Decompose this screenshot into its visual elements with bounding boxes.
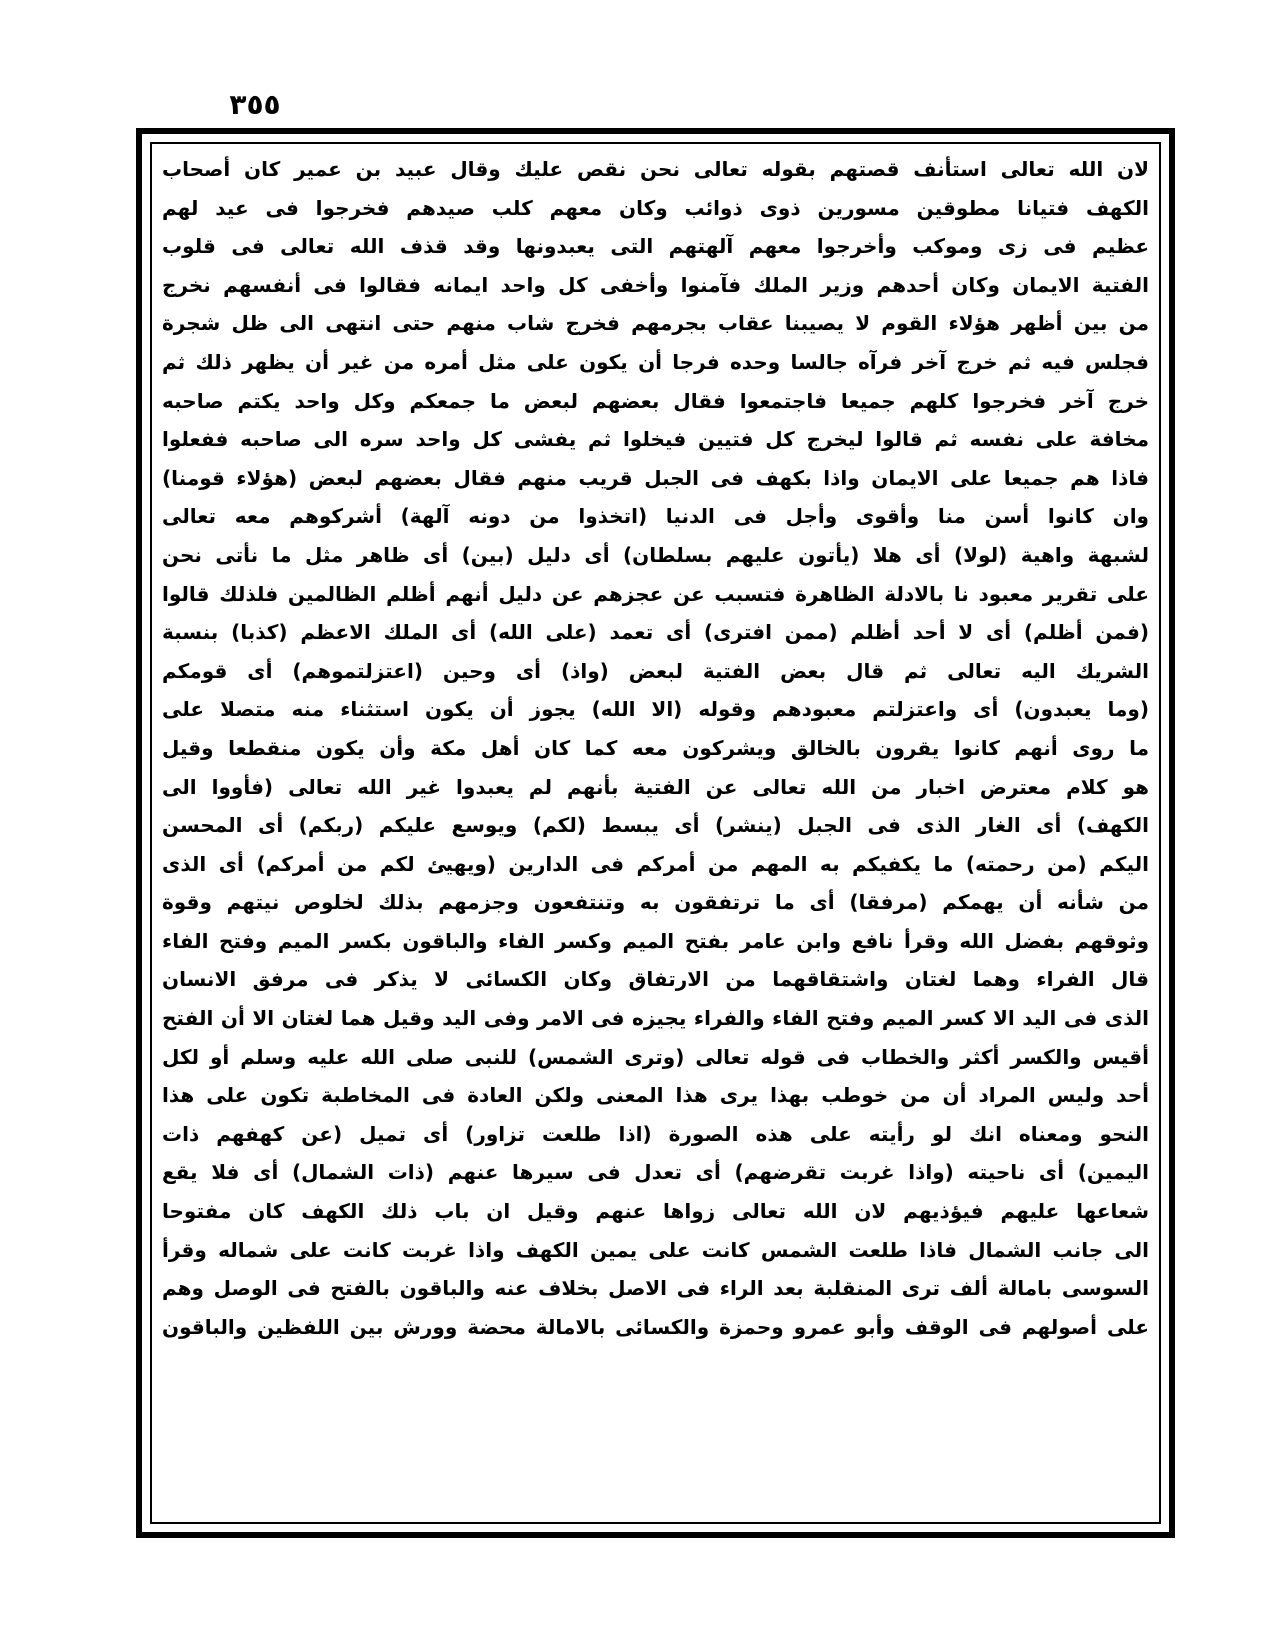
text-line: وثوقهم بفضل الله وقرأ نافع وابن عامر بفتح الميم وكسر الفاء والباقون بكسر الميم وفتح الفاء [162,928,1149,953]
text-line: قال الفراء وهما لغتان واشتقاقهما من الارتفاق وكان الكسائى لا يذكر فى مرفق الانسان [162,967,1149,992]
text-line: ما روى أنهم كانوا يقرون بالخالق ويشركون معه كما كان أهل مكة وأن يكون منقطعا وقيل [162,735,1149,760]
text-line: (وما يعبدون) أى واعتزلتم معبودهم وقوله (الا الله) يجوز أن يكون استثناء منه متصلا على [162,697,1149,722]
text-line: على تقرير معبود نا بالادلة الظاهرة فتسبب عن عجزهم عن دليل أنهم أظلم الظالمين فلذلك قالوا [162,581,1149,606]
text-line: السوسى بامالة ألف ترى المنقلبة بعد الراء فى الاصل بخلاف عنه والباقون بالفتح فى الوصل وهم [162,1276,1149,1301]
text-line: (فمن أظلم) أى لا أحد أظلم (ممن افترى) أى تعمد (على الله) أى الملك الاعظم (كذبا) بنسبة [162,620,1149,645]
text-line: الشريك اليه تعالى ثم قال بعض الفتية لبعض (واذ) أى وحين (اعتزلتموهم) أى قومكم [162,658,1149,683]
text-line: اليمين) أى ناحيته (واذا غربت تقرضهم) أى تعدل فى سيرها عنهم (ذات الشمال) أى فلا يقع [162,1160,1149,1185]
text-line: الذى فى اليد الا كسر الميم وفتح الفاء والفراء يجيزه فى الامر وفى اليد وقيل هما لغتان الا أن الفتح [162,1006,1149,1031]
text-line: خرج آخر فخرجوا كلهم جميعا فاجتمعوا فقال بعضهم لبعض ما جمعكم وكل واحد يكتم صاحبه [162,388,1149,413]
text-line: الى جانب الشمال فاذا طلعت الشمس كانت على يمين الكهف واذا غربت كانت على شماله وقرأ [162,1237,1149,1262]
page-number: ٣٥٥ [229,88,281,121]
text-line: أحد وليس المراد أن من خوطب بهذا يرى هذا المعنى ولكن العادة فى المخاطبة تكون على هذا [162,1083,1149,1108]
text-line: عظيم فى زى وموكب وأخرجوا معهم آلهتهم التى يعبدونها وقد قذف الله تعالى فى قلوب [162,234,1149,259]
text-line: من شأنه أن يهمكم (مرفقا) أى ما ترتفقون به وتنتفعون وجزمهم بذلك لخلوص نيتهم وقوة [162,890,1149,915]
text-line: أقيس والكسر أكثر والخطاب فى قوله تعالى (وترى الشمس) للنبى صلى الله عليه وسلم أو لكل [162,1044,1149,1069]
text-line: من بين أظهر هؤلاء القوم لا يصيبنا عقاب بجرمهم فخرج شاب منهم حتى انتهى الى ظل شجرة [162,311,1149,336]
text-line: وان كانوا أسن منا وأقوى وأجل فى الدنيا (اتخذوا من دونه آلهة) أشركوهم معه تعالى [162,504,1149,529]
text-line: الفتية الايمان وكان أحدهم وزير الملك فآمنوا وأخفى كل واحد ايمانه فقالوا فى أنفسهم نخرج [162,272,1149,297]
text-line: هو كلام معترض اخبار من الله تعالى عن الفتية بأنهم لم يعبدوا غير الله تعالى (فأووا الى [162,774,1149,799]
text-body [162,150,1149,1520]
text-line: اليكم (من رحمته) ما يكفيكم به المهم من أمركم فى الدارين (ويهيئ لكم من أمركم) أى الذى [162,851,1149,876]
text-line: شعاعها عليهم فيؤذيهم لان الله تعالى زواها عنهم وقيل ان باب ذلك الكهف كان مفتوحا [162,1199,1149,1224]
text-line: فجلس فيه ثم خرج آخر فرآه جالسا وحده فرجا أن يكون على مثل أمره من غير أن يظهر ذلك ثم [162,349,1149,374]
text-line: لان الله تعالى استأنف قصتهم بقوله تعالى نحن نقص عليك وقال عبيد بن عمير كان أصحاب [162,157,1149,181]
text-line: النحو ومعناه انك لو رأيته على هذه الصورة (اذا طلعت تزاور) أى تميل (عن كهفهم ذات [162,1121,1149,1146]
text-line: مخافة على نفسه ثم قالوا ليخرج كل فتيين فيخلوا ثم يفشى كل واحد سره الى صاحبه ففعلوا [162,427,1149,452]
text-line: فاذا هم جميعا على الايمان واذا بكهف فى الجبل قريب منهم فقال بعضهم لبعض (هؤلاء قومنا) [162,465,1149,490]
text-line: الكهف) أى الغار الذى فى الجبل (ينشر) أى يبسط (لكم) ويوسع عليكم (ربكم) أى المحسن [162,813,1149,838]
text-line: الكهف فتيانا مطوقين مسورين ذوى ذوائب وكان معهم كلب صيدهم فخرجوا فى عيد لهم [162,195,1149,220]
text-line: لشبهة واهية (لولا) أى هلا (يأتون عليهم بسلطان) أى دليل (بين) أى ظاهر مثل ما نأتى نحن [162,542,1149,567]
text-line: على أصولهم فى الوقف وأبو عمرو وحمزة والكسائى بالامالة محضة وورش بين اللفظين والباقون [162,1314,1149,1339]
